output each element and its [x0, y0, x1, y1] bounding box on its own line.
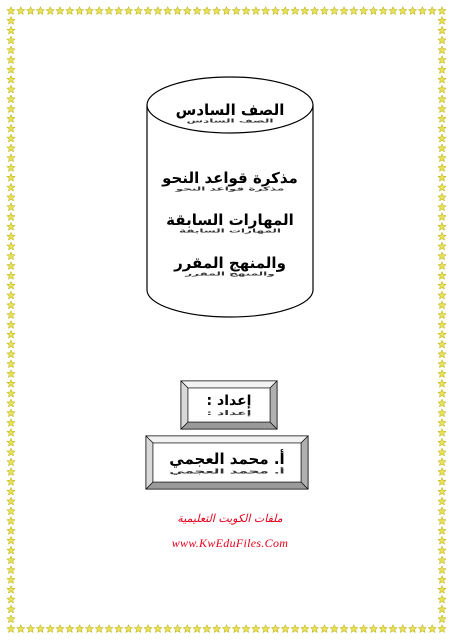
curriculum-subtitle: والمنهج المقرر والمنهج المقرر [174, 254, 286, 277]
site-name-arabic: ملفات الكويت التعليمية [177, 512, 283, 525]
author-name: أ. محمد العجمي أ. محمد العجمي [169, 450, 285, 476]
author-label: إعداد : إعداد : [206, 393, 252, 417]
memo-title: مذكرة قواعد النحو مذكرة قواعد النحو [162, 169, 298, 192]
grade-title: الصف السادس الصف السادس [175, 101, 285, 124]
site-url[interactable]: www.KwEduFiles.Com [171, 536, 289, 550]
skills-subtitle: المهارات السابقة المهارات السابقة [166, 211, 294, 234]
